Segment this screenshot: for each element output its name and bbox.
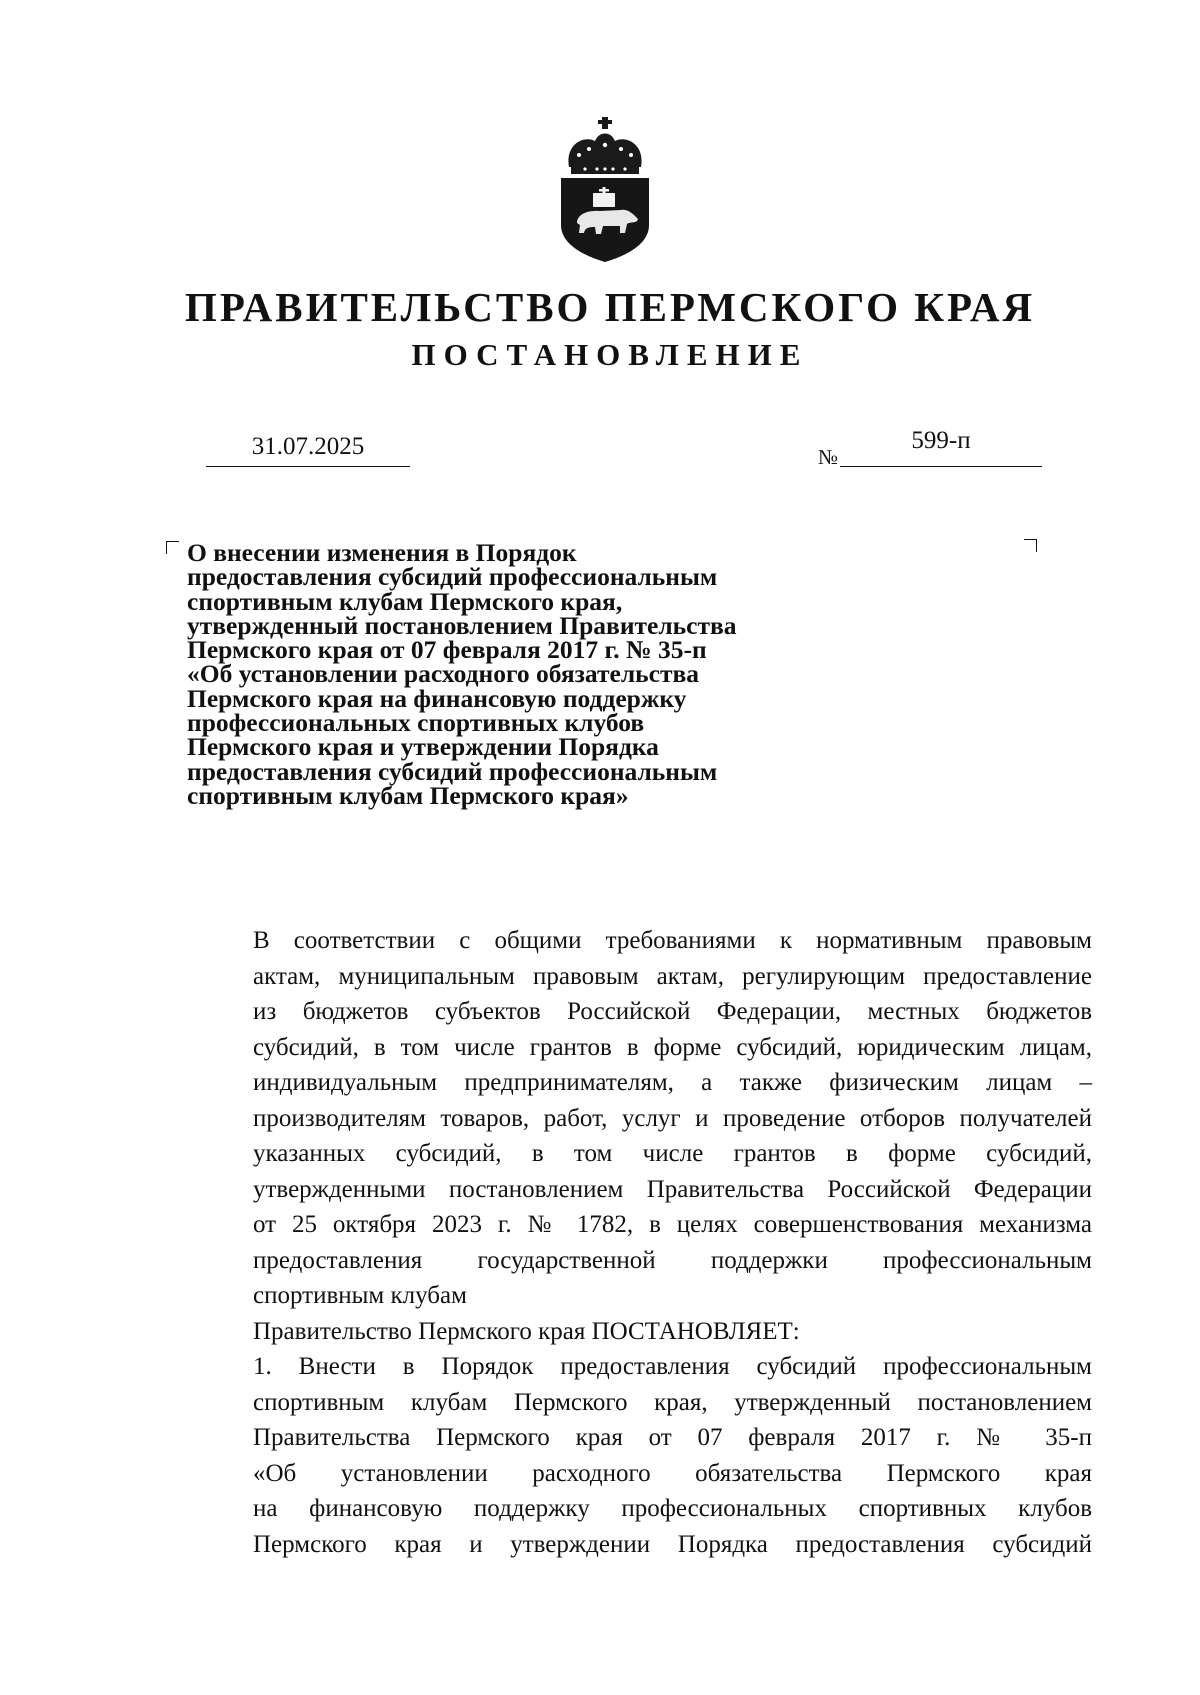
title-line: предоставления субсидий профессиональным	[187, 562, 718, 592]
document-date: 31.07.2025	[206, 427, 410, 467]
document-body	[183, 923, 1092, 1562]
document-type: ПОСТАНОВЛЕНИЕ	[411, 337, 809, 372]
body-line: актам, муниципальным правовым актам, регулирующим предоставление	[253, 962, 1092, 990]
number-sign: №	[818, 445, 839, 469]
document-number: 599-п	[840, 425, 1042, 467]
perm-krai-coat-of-arms-icon	[555, 115, 655, 265]
title-line: спортивным клубам Пермского края,	[187, 586, 623, 616]
document-title	[187, 538, 827, 810]
body-line: субсидий, в том числе грантов в форме субсидий, юридическим лицам,	[253, 1033, 1092, 1061]
body-line: из бюджетов субъектов Российской Федерации, местных бюджетов	[253, 998, 1092, 1025]
title-line: утвержденный постановлением Правительства	[187, 610, 737, 640]
body-line: производителям товаров, работ, услуг и проведение отборов получателей	[253, 1104, 1092, 1132]
title-line: Пермского края и утверждении Порядка	[187, 732, 659, 762]
resolves-paragraph: Правительство Пермского края ПОСТАНОВЛЯЕТ:	[253, 1317, 800, 1345]
body-line: указанных субсидий, в том числе грантов в форме субсидий,	[253, 1140, 1092, 1167]
body-line: «Об установлении расходного обязательства Пермского края	[253, 1459, 1092, 1487]
body-line: на финансовую поддержку профессиональных спортивных клубов	[253, 1495, 1092, 1522]
organization-heading: ПРАВИТЕЛЬСТВО ПЕРМСКОГО КРАЯ	[184, 284, 1036, 330]
body-line: Пермского края и утверждении Порядка предоставления субсидий	[253, 1530, 1092, 1558]
body-line: В соответствии с общими требованиями к нормативным правовым	[253, 927, 1092, 954]
body-line: Правительства Пермского края от 07 февраля 2017 г. № 35-п	[253, 1424, 1092, 1451]
title-bracket-left	[166, 541, 179, 554]
title-line: профессиональных спортивных клубов	[187, 708, 645, 738]
title-line: «Об установлении расходного обязательства	[187, 659, 700, 689]
title-line: предоставления субсидий профессиональным	[187, 756, 718, 786]
body-line: предоставления государственной поддержки профессиональным	[253, 1246, 1092, 1274]
title-bracket-right	[1024, 539, 1037, 552]
item-1-paragraph	[183, 1349, 1092, 1562]
title-line: спортивным клубам Пермского края»	[187, 780, 629, 810]
body-line: индивидуальным предпринимателям, а также физическим лицам –	[253, 1069, 1092, 1096]
title-line: О внесении изменения в Порядок	[187, 538, 577, 567]
body-line: спортивным клубам Пермского края, утвержденный постановлением	[253, 1388, 1092, 1416]
body-line: 1. Внести в Порядок предоставления субсидий профессиональным	[253, 1353, 1092, 1380]
title-line: Пермского края от 07 февраля 2017 г. № 35-п	[187, 635, 707, 665]
body-line: от 25 октября 2023 г. № 1782, в целях совершенствования механизма	[253, 1211, 1092, 1238]
title-line: Пермского края на финансовую поддержку	[187, 683, 687, 713]
preamble-paragraph	[183, 923, 1092, 1314]
body-line: утвержденными постановлением Правительства Российской Федерации	[253, 1175, 1092, 1203]
body-line: спортивным клубам	[253, 1282, 467, 1309]
